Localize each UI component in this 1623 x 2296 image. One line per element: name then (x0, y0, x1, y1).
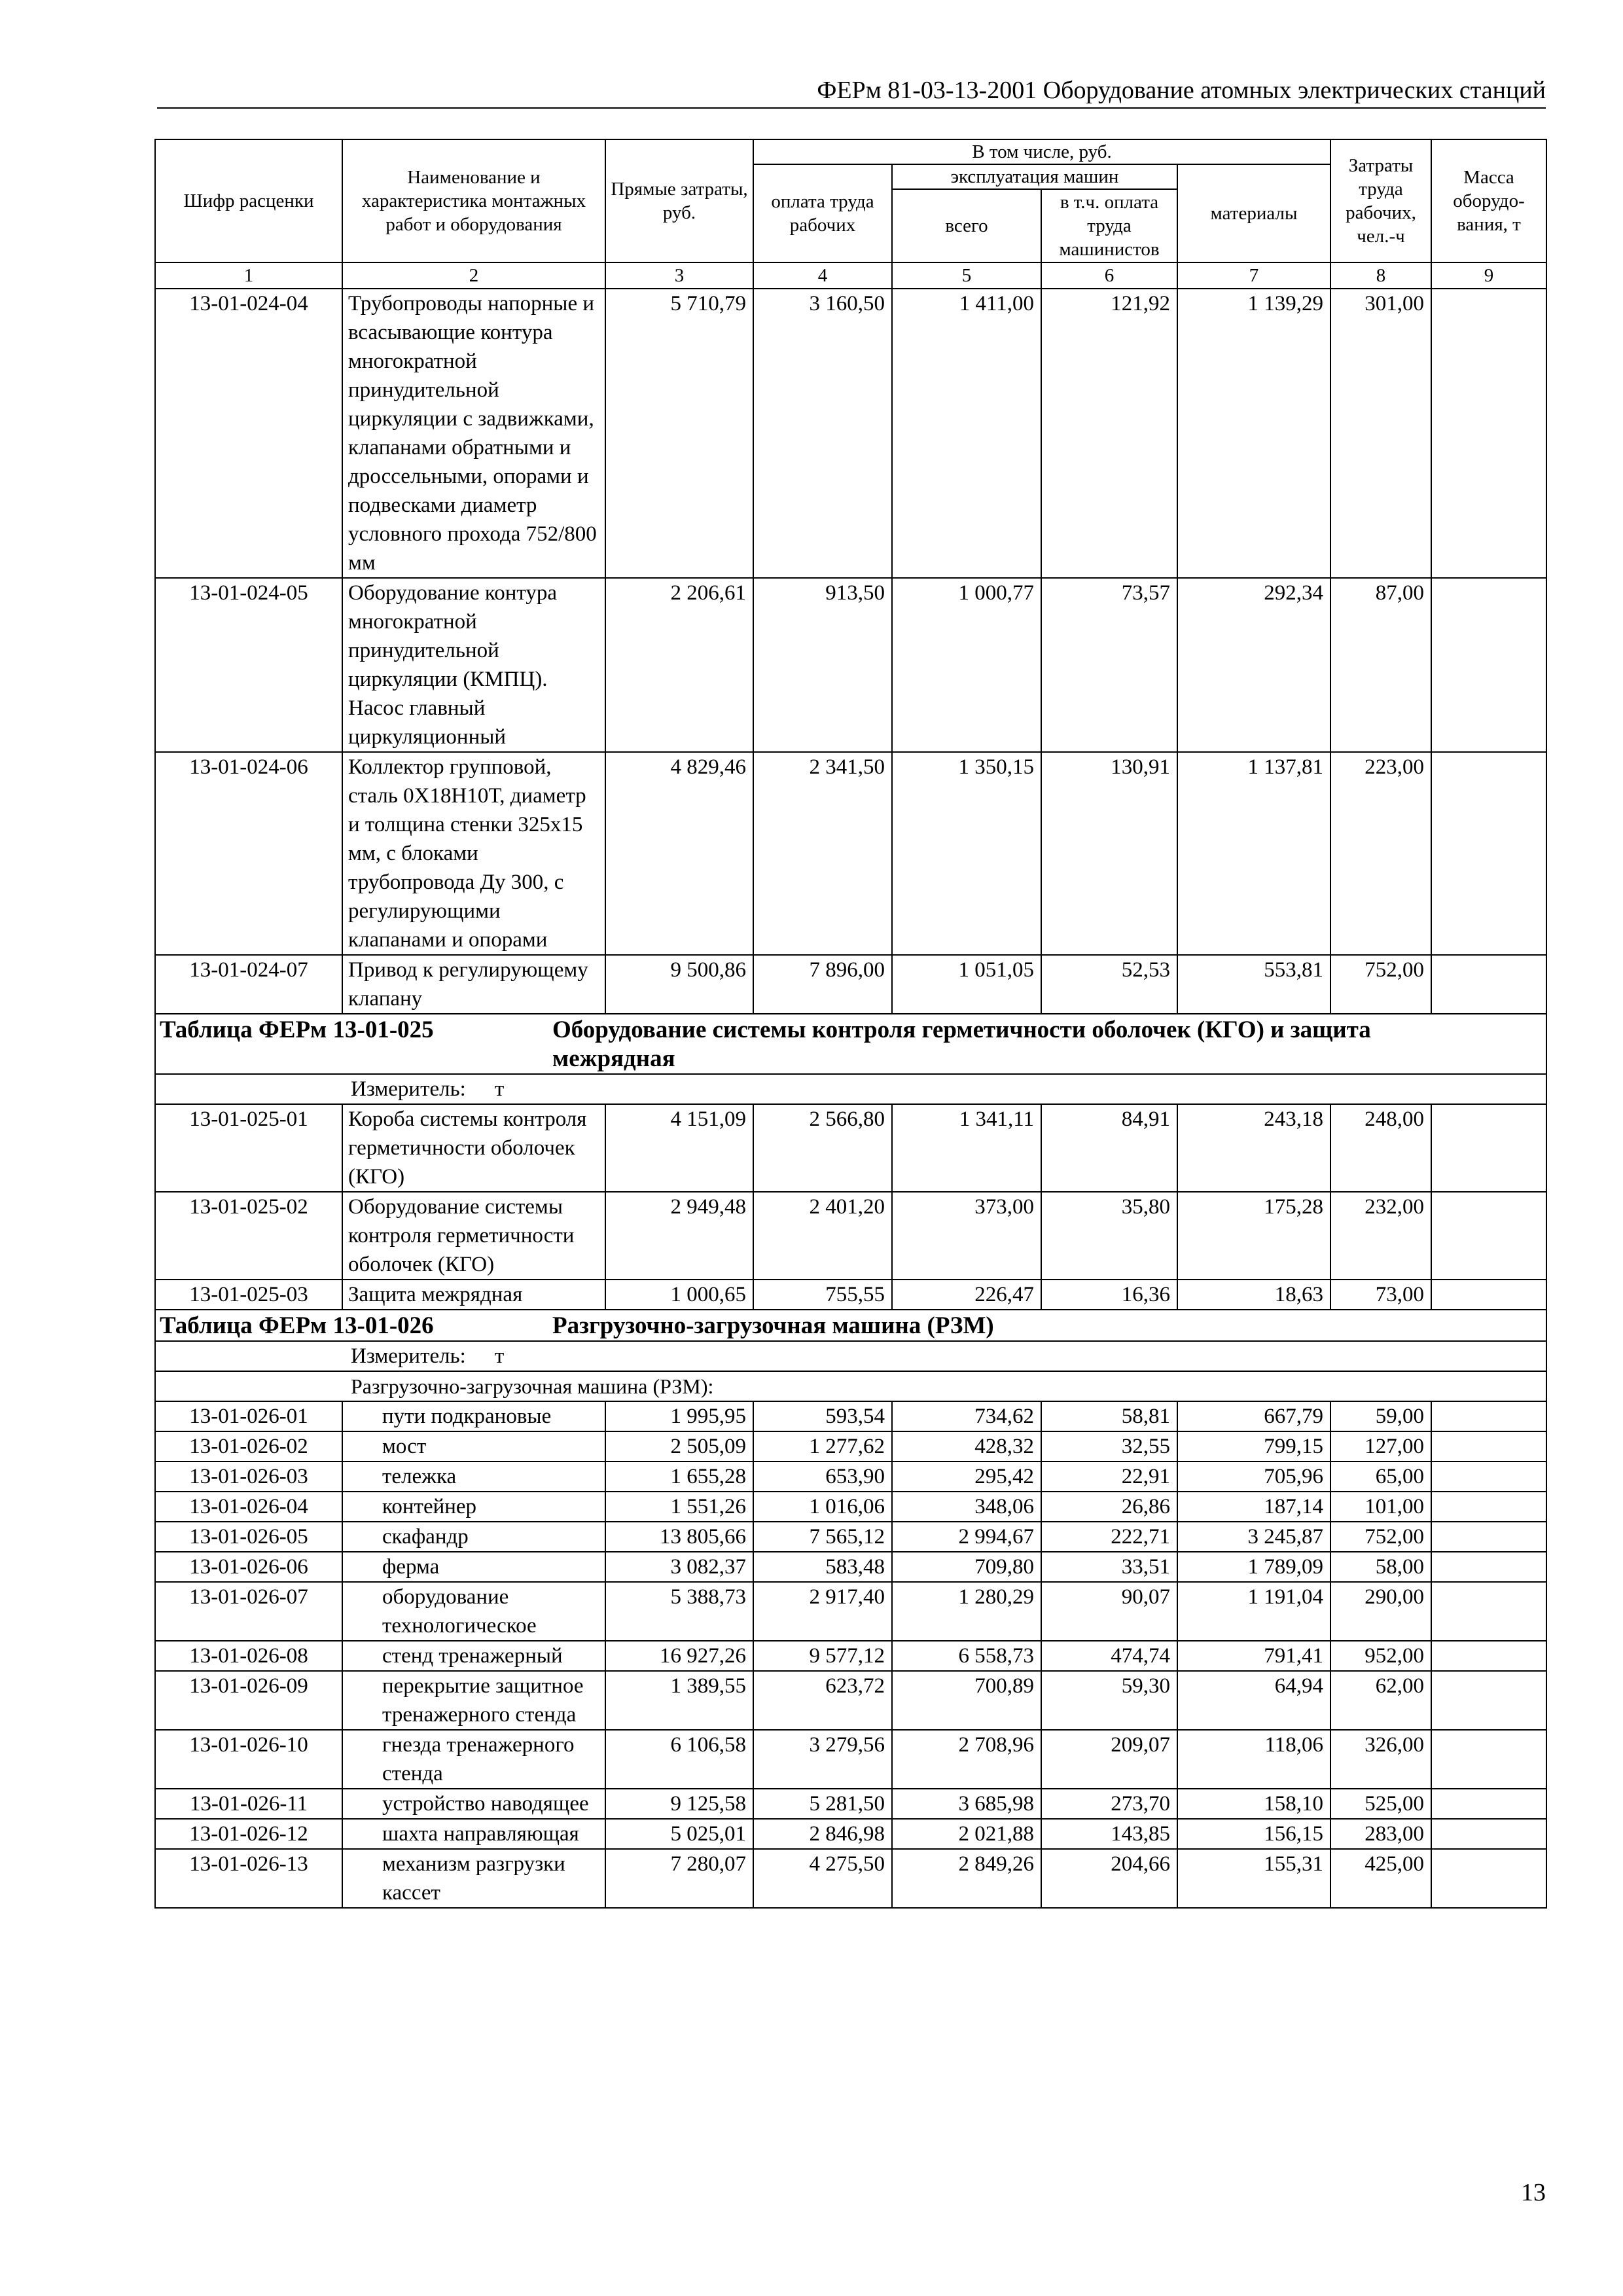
machinists-wages: 32,55 (1041, 1431, 1177, 1462)
direct-cost: 4 151,09 (605, 1104, 753, 1192)
labor-hours: 326,00 (1330, 1730, 1431, 1789)
document-title: ФЕРм 81-03-13-2001 Оборудование атомных электрических станций (817, 77, 1546, 104)
equipment-mass (1431, 1819, 1546, 1849)
rate-code: 13-01-026-02 (155, 1431, 342, 1462)
work-name: ферма (342, 1552, 605, 1582)
table-row (155, 955, 1546, 1014)
direct-cost: 1 655,28 (605, 1462, 753, 1492)
work-name: стенд тренажерный (342, 1641, 605, 1671)
machinists-wages: 16,36 (1041, 1280, 1177, 1310)
wages: 1 016,06 (753, 1492, 892, 1522)
rate-code: 13-01-026-06 (155, 1552, 342, 1582)
work-name: шахта направляющая (342, 1819, 605, 1849)
rate-code: 13-01-024-04 (155, 289, 342, 578)
equipment-mass (1431, 1849, 1546, 1908)
labor-hours: 58,00 (1330, 1552, 1431, 1582)
rate-code: 13-01-026-07 (155, 1582, 342, 1641)
work-name: Коллектор групповой, сталь 0Х18Н10Т, диаметр и толщина стенки 325х15 мм, с блоками трубопровода Ду 300, с регулирующими клапанами и опорами (342, 752, 605, 955)
materials-cost: 667,79 (1177, 1401, 1330, 1431)
direct-cost: 9 125,58 (605, 1789, 753, 1819)
table-row (155, 578, 1546, 752)
machines-total: 6 558,73 (892, 1641, 1041, 1671)
labor-hours: 301,00 (1330, 289, 1431, 578)
machinists-wages: 52,53 (1041, 955, 1177, 1014)
materials-cost: 187,14 (1177, 1492, 1330, 1522)
labor-hours: 73,00 (1330, 1280, 1431, 1310)
machinists-wages: 273,70 (1041, 1789, 1177, 1819)
table-row (155, 289, 1546, 578)
machines-total: 2 021,88 (892, 1819, 1041, 1849)
wages: 755,55 (753, 1280, 892, 1310)
rate-code: 13-01-026-09 (155, 1671, 342, 1730)
section-number: Таблица ФЕРм 13-01-026 (160, 1312, 434, 1339)
rate-code: 13-01-026-08 (155, 1641, 342, 1671)
col-header-labor: Затраты труда рабочих, чел.-ч (1330, 139, 1431, 262)
rate-code: 13-01-024-07 (155, 955, 342, 1014)
materials-cost: 799,15 (1177, 1431, 1330, 1462)
machinists-wages: 130,91 (1041, 752, 1177, 955)
equipment-mass (1431, 1492, 1546, 1522)
measure-row (155, 1074, 1546, 1104)
table-row (155, 1492, 1546, 1522)
equipment-mass (1431, 1431, 1546, 1462)
table-row (155, 1104, 1546, 1192)
wages: 3 279,56 (753, 1730, 892, 1789)
wages: 5 281,50 (753, 1789, 892, 1819)
rate-code: 13-01-026-04 (155, 1492, 342, 1522)
direct-cost: 5 025,01 (605, 1819, 753, 1849)
wages: 583,48 (753, 1552, 892, 1582)
machines-total: 226,47 (892, 1280, 1041, 1310)
labor-hours: 223,00 (1330, 752, 1431, 955)
table-row (155, 1789, 1546, 1819)
equipment-mass (1431, 1280, 1546, 1310)
work-name: Оборудование системы контроля герметичности оболочек (КГО) (342, 1192, 605, 1280)
col-header-incl: В том числе, руб. (753, 139, 1330, 164)
measure-cell (155, 1341, 1546, 1371)
wages: 2 341,50 (753, 752, 892, 955)
materials-cost: 3 245,87 (1177, 1522, 1330, 1552)
machines-total: 2 994,67 (892, 1522, 1041, 1552)
work-name: Короба системы контроля герметичности оболочек (КГО) (342, 1104, 605, 1192)
wages: 2 566,80 (753, 1104, 892, 1192)
labor-hours: 752,00 (1330, 1522, 1431, 1552)
machines-total: 3 685,98 (892, 1789, 1041, 1819)
table-row (155, 1192, 1546, 1280)
rate-code: 13-01-025-01 (155, 1104, 342, 1192)
materials-cost: 705,96 (1177, 1462, 1330, 1492)
rate-code: 13-01-024-06 (155, 752, 342, 955)
equipment-mass (1431, 1641, 1546, 1671)
section-heading-cell (155, 1014, 1546, 1074)
machines-total: 709,80 (892, 1552, 1041, 1582)
labor-hours: 525,00 (1330, 1789, 1431, 1819)
equipment-mass (1431, 289, 1546, 578)
materials-cost: 243,18 (1177, 1104, 1330, 1192)
work-name: устройство наводящее (342, 1789, 605, 1819)
work-name: Привод к регулирующему клапану (342, 955, 605, 1014)
machines-total: 373,00 (892, 1192, 1041, 1280)
machines-total: 734,62 (892, 1401, 1041, 1431)
col-header-machinists: в т.ч. оплата труда машинистов (1041, 189, 1177, 262)
materials-cost: 1 137,81 (1177, 752, 1330, 955)
table-row (155, 1671, 1546, 1730)
labor-hours: 59,00 (1330, 1401, 1431, 1431)
work-name: перекрытие защитное тренажерного стенда (342, 1671, 605, 1730)
rate-code: 13-01-026-13 (155, 1849, 342, 1908)
equipment-mass (1431, 1789, 1546, 1819)
col-header-name: Наименование и характеристика монтажных работ и оборудования (342, 139, 605, 262)
direct-cost: 1 551,26 (605, 1492, 753, 1522)
table-row (155, 1730, 1546, 1789)
table-row (155, 1462, 1546, 1492)
group-subheading: Разгрузочно-загрузочная машина (РЗМ): (155, 1371, 1546, 1401)
equipment-mass (1431, 1522, 1546, 1552)
machinists-wages: 73,57 (1041, 578, 1177, 752)
col-index: 8 (1330, 262, 1431, 289)
wages: 593,54 (753, 1401, 892, 1431)
table-row (155, 1431, 1546, 1462)
table-row (155, 1849, 1546, 1908)
col-header-materials: материалы (1177, 164, 1330, 262)
rate-code: 13-01-026-01 (155, 1401, 342, 1431)
materials-cost: 64,94 (1177, 1671, 1330, 1730)
work-name: мост (342, 1431, 605, 1462)
direct-cost: 2 206,61 (605, 578, 753, 752)
equipment-mass (1431, 578, 1546, 752)
col-header-machines-total: всего (892, 189, 1041, 262)
materials-cost: 158,10 (1177, 1789, 1330, 1819)
col-header-mass: Масса оборудо-вания, т (1431, 139, 1546, 262)
materials-cost: 175,28 (1177, 1192, 1330, 1280)
wages: 7 896,00 (753, 955, 892, 1014)
machines-total: 295,42 (892, 1462, 1041, 1492)
machinists-wages: 143,85 (1041, 1819, 1177, 1849)
labor-hours: 101,00 (1330, 1492, 1431, 1522)
machines-total: 1 341,11 (892, 1104, 1041, 1192)
table-row (155, 752, 1546, 955)
direct-cost: 7 280,07 (605, 1849, 753, 1908)
work-name: оборудование технологическое (342, 1582, 605, 1641)
equipment-mass (1431, 1462, 1546, 1492)
wages: 4 275,50 (753, 1849, 892, 1908)
rate-code: 13-01-026-10 (155, 1730, 342, 1789)
direct-cost: 5 388,73 (605, 1582, 753, 1641)
direct-cost: 1 995,95 (605, 1401, 753, 1431)
wages: 2 846,98 (753, 1819, 892, 1849)
machinists-wages: 22,91 (1041, 1462, 1177, 1492)
work-name: скафандр (342, 1522, 605, 1552)
wages: 623,72 (753, 1671, 892, 1730)
labor-hours: 232,00 (1330, 1192, 1431, 1280)
section-heading (155, 1310, 1546, 1341)
page-header (157, 73, 1546, 109)
work-name: контейнер (342, 1492, 605, 1522)
col-header-code: Шифр расценки (155, 139, 342, 262)
labor-hours: 290,00 (1330, 1582, 1431, 1641)
wages: 3 160,50 (753, 289, 892, 578)
machines-total: 700,89 (892, 1671, 1041, 1730)
table-row (155, 1819, 1546, 1849)
machinists-wages: 59,30 (1041, 1671, 1177, 1730)
work-name: Защита межрядная (342, 1280, 605, 1310)
labor-hours: 65,00 (1330, 1462, 1431, 1492)
rate-code: 13-01-026-05 (155, 1522, 342, 1552)
wages: 653,90 (753, 1462, 892, 1492)
machinists-wages: 90,07 (1041, 1582, 1177, 1641)
work-name: Оборудование контура многократной принудительной циркуляции (КМПЦ). Насос главный циркуляционный (342, 578, 605, 752)
materials-cost: 553,81 (1177, 955, 1330, 1014)
machinists-wages: 222,71 (1041, 1522, 1177, 1552)
direct-cost: 3 082,37 (605, 1552, 753, 1582)
labor-hours: 425,00 (1330, 1849, 1431, 1908)
labor-hours: 127,00 (1330, 1431, 1431, 1462)
col-index: 1 (155, 262, 342, 289)
materials-cost: 118,06 (1177, 1730, 1330, 1789)
measure-unit: т (494, 1077, 505, 1101)
col-index: 6 (1041, 262, 1177, 289)
materials-cost: 155,31 (1177, 1849, 1330, 1908)
machinists-wages: 84,91 (1041, 1104, 1177, 1192)
equipment-mass (1431, 752, 1546, 955)
rates-table (154, 139, 1547, 1909)
rate-code: 13-01-026-12 (155, 1819, 342, 1849)
wages: 7 565,12 (753, 1522, 892, 1552)
direct-cost: 6 106,58 (605, 1730, 753, 1789)
col-index: 7 (1177, 262, 1330, 289)
direct-cost: 2 949,48 (605, 1192, 753, 1280)
materials-cost: 791,41 (1177, 1641, 1330, 1671)
table-row (155, 1522, 1546, 1552)
materials-cost: 1 139,29 (1177, 289, 1330, 578)
work-name: тележка (342, 1462, 605, 1492)
wages: 1 277,62 (753, 1431, 892, 1462)
direct-cost: 5 710,79 (605, 289, 753, 578)
machinists-wages: 474,74 (1041, 1641, 1177, 1671)
page-number: 13 (1521, 2179, 1546, 2206)
wages: 9 577,12 (753, 1641, 892, 1671)
section-title: Оборудование системы контроля герметичности оболочек (КГО) и защита межрядная (552, 1016, 1371, 1072)
machines-total: 1 411,00 (892, 289, 1041, 578)
materials-cost: 18,63 (1177, 1280, 1330, 1310)
machinists-wages: 58,81 (1041, 1401, 1177, 1431)
rate-code: 13-01-025-02 (155, 1192, 342, 1280)
equipment-mass (1431, 1401, 1546, 1431)
machinists-wages: 121,92 (1041, 289, 1177, 578)
machinists-wages: 204,66 (1041, 1849, 1177, 1908)
equipment-mass (1431, 1104, 1546, 1192)
measure-label: Измеритель: (351, 1344, 466, 1368)
col-header-wages: оплата труда рабочих (753, 164, 892, 262)
labor-hours: 248,00 (1330, 1104, 1431, 1192)
table-row (155, 1280, 1546, 1310)
machines-total: 2 708,96 (892, 1730, 1041, 1789)
rate-code: 13-01-025-03 (155, 1280, 342, 1310)
labor-hours: 283,00 (1330, 1819, 1431, 1849)
equipment-mass (1431, 955, 1546, 1014)
labor-hours: 62,00 (1330, 1671, 1431, 1730)
machinists-wages: 35,80 (1041, 1192, 1177, 1280)
labor-hours: 752,00 (1330, 955, 1431, 1014)
rate-code: 13-01-026-11 (155, 1789, 342, 1819)
table-row (155, 1641, 1546, 1671)
direct-cost: 2 505,09 (605, 1431, 753, 1462)
machinists-wages: 33,51 (1041, 1552, 1177, 1582)
direct-cost: 4 829,46 (605, 752, 753, 955)
direct-cost: 1 389,55 (605, 1671, 753, 1730)
rate-code: 13-01-026-03 (155, 1462, 342, 1492)
measure-cell (155, 1074, 1546, 1104)
wages: 913,50 (753, 578, 892, 752)
col-header-direct: Прямые затраты, руб. (605, 139, 753, 262)
machines-total: 1 350,15 (892, 752, 1041, 955)
col-index: 5 (892, 262, 1041, 289)
table-row (155, 1401, 1546, 1431)
section-title: Разгрузочно-загрузочная машина (РЗМ) (552, 1312, 994, 1339)
work-name: Трубопроводы напорные и всасывающие контура многократной принудительной циркуляции с задвижками, клапанами обратными и дроссельными, опорами и подвесками диаметр условного прохода 752/800 мм (342, 289, 605, 578)
equipment-mass (1431, 1192, 1546, 1280)
direct-cost: 13 805,66 (605, 1522, 753, 1552)
equipment-mass (1431, 1582, 1546, 1641)
machinists-wages: 209,07 (1041, 1730, 1177, 1789)
labor-hours: 87,00 (1330, 578, 1431, 752)
materials-cost: 1 789,09 (1177, 1552, 1330, 1582)
labor-hours: 952,00 (1330, 1641, 1431, 1671)
section-heading-cell (155, 1310, 1546, 1341)
equipment-mass (1431, 1552, 1546, 1582)
equipment-mass (1431, 1671, 1546, 1730)
col-index: 2 (342, 262, 605, 289)
measure-row (155, 1341, 1546, 1371)
table-row (155, 1552, 1546, 1582)
machines-total: 1 280,29 (892, 1582, 1041, 1641)
col-index: 4 (753, 262, 892, 289)
materials-cost: 1 191,04 (1177, 1582, 1330, 1641)
work-name: пути подкрановые (342, 1401, 605, 1431)
direct-cost: 9 500,86 (605, 955, 753, 1014)
col-header-machines: эксплуатация машин (892, 164, 1177, 189)
direct-cost: 1 000,65 (605, 1280, 753, 1310)
rate-code: 13-01-024-05 (155, 578, 342, 752)
section-number: Таблица ФЕРм 13-01-025 (160, 1016, 434, 1043)
work-name: механизм разгрузки кассет (342, 1849, 605, 1908)
subheading-row (155, 1371, 1546, 1401)
col-index: 3 (605, 262, 753, 289)
machines-total: 1 000,77 (892, 578, 1041, 752)
section-heading (155, 1014, 1546, 1074)
machines-total: 2 849,26 (892, 1849, 1041, 1908)
machines-total: 1 051,05 (892, 955, 1041, 1014)
col-index: 9 (1431, 262, 1546, 289)
machines-total: 428,32 (892, 1431, 1041, 1462)
measure-unit: т (494, 1344, 505, 1368)
work-name: гнезда тренажерного стенда (342, 1730, 605, 1789)
machines-total: 348,06 (892, 1492, 1041, 1522)
wages: 2 401,20 (753, 1192, 892, 1280)
table-row (155, 1582, 1546, 1641)
machinists-wages: 26,86 (1041, 1492, 1177, 1522)
equipment-mass (1431, 1730, 1546, 1789)
direct-cost: 16 927,26 (605, 1641, 753, 1671)
measure-label: Измеритель: (351, 1077, 466, 1101)
materials-cost: 292,34 (1177, 578, 1330, 752)
wages: 2 917,40 (753, 1582, 892, 1641)
materials-cost: 156,15 (1177, 1819, 1330, 1849)
